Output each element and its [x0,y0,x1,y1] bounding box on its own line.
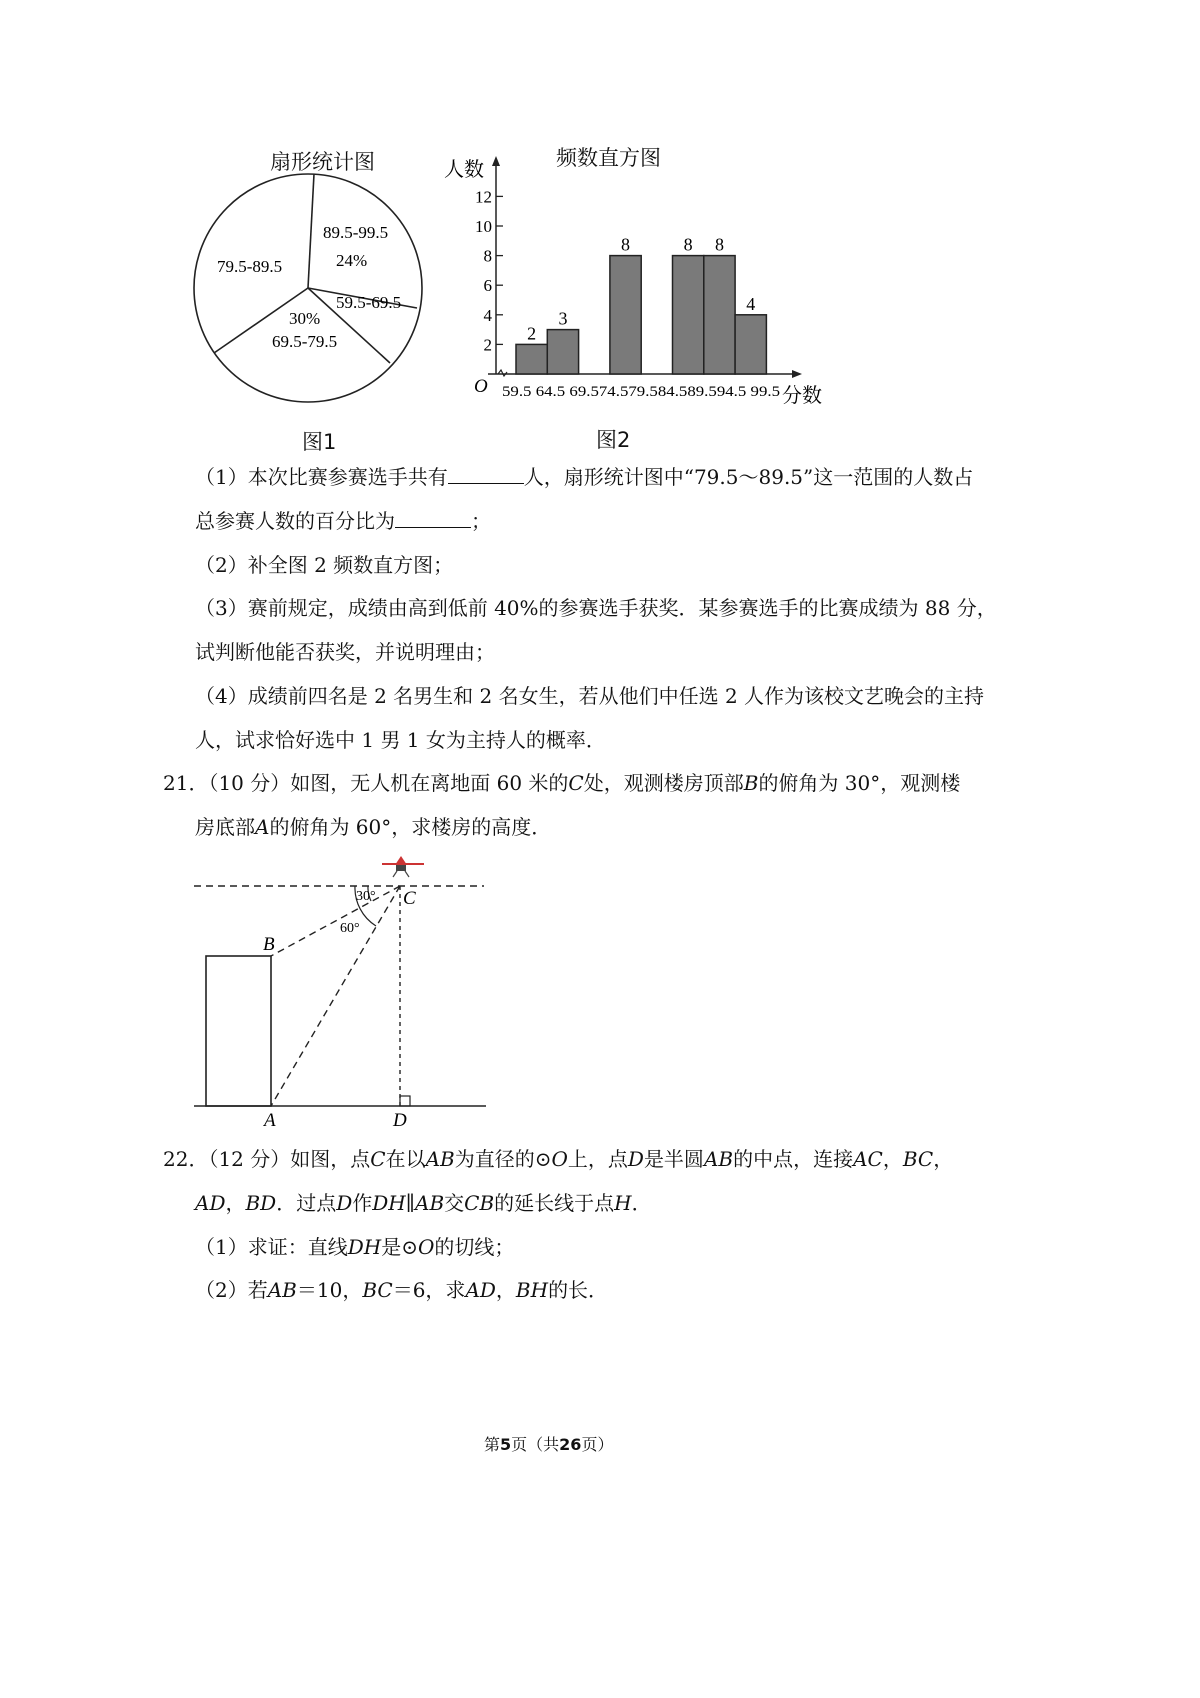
pie-label-59-range: 59.5-69.5 [336,293,402,312]
histogram-chart [436,150,836,412]
q22-part2: （2）若AB＝10，BC＝6，求AD，BH的长． [195,1278,609,1302]
histogram-bar [704,256,735,374]
histogram-bar-label: 3 [558,308,568,329]
histogram-bar-label: 8 [621,234,631,255]
pie-chart-title: 扇形统计图 [270,150,375,174]
q20-part1-line1 [195,463,973,491]
angle-label-30: 30° [356,889,376,904]
q21-line1: 21．（10 分）如图，无人机在离地面 60 米的C处，观测楼房顶部B的俯角为 30°，观测楼 [163,771,961,795]
figure2-caption: 图2 [596,428,631,452]
q20-part2: （2）补全图 2 频数直方图； [195,553,454,577]
point-a-label: A [264,1110,276,1131]
answer-blank-count[interactable] [448,463,524,484]
histogram-xlabel: 分数 [782,385,822,407]
histogram-x-tick-row: 59.5 64.5 69.574.579.584.589.594.5 99.5 [502,384,780,400]
axis-break [498,370,507,376]
q20-part4-line1: （4）成绩前四名是 2 名男生和 2 名女生，若从他们中任选 2 人作为该校文艺晚会的主持 [195,684,985,708]
y-tick-label: 2 [483,335,492,355]
q20-part1-line2 [195,507,491,535]
y-tick-label: 12 [475,187,492,207]
line-ca [271,886,400,1106]
building [206,956,271,1106]
pie-label-89-pct: 24% [336,251,368,270]
histogram-bar [735,315,766,374]
y-tick-label: 10 [475,217,492,236]
q20-part3-line1: （3）赛前规定，成绩由高到低前 40%的参赛选手获奖．某参赛选手的比赛成绩为 88 分， [195,596,997,620]
histogram-bar-label: 8 [683,234,693,255]
histogram-bar-label: 2 [527,323,537,344]
q20-p1-text-d: ； [471,509,491,533]
q22-line1: 22．（12 分）如图，点C在以AB为直径的⊙O上，点D是半圆AB的中点，连接AC，BC， [163,1147,954,1171]
total-page-number: 26 [559,1435,582,1454]
y-tick-label: 4 [483,305,492,325]
pie-divider-top [308,174,314,288]
y-tick-label: 6 [483,276,492,296]
histogram-ylabel: 人数 [444,159,484,181]
origin-label: O [474,376,488,397]
pie-chart [190,170,440,420]
histogram-bar [547,330,578,374]
point-c-label: C [403,888,416,909]
q22-part1: （1）求证：直线DH是⊙O的切线； [195,1235,515,1259]
angle-label-60: 60° [340,921,360,936]
histogram-bar-label: 4 [746,293,756,314]
y-axis-arrow [492,156,500,166]
line-cb [271,886,400,956]
q20-p1-text-a: （1）本次比赛参赛选手共有 [195,465,448,489]
drone-icon [382,856,424,877]
q20-p1-text-c: 总参赛人数的百分比为 [195,509,395,533]
histogram-bar [673,256,704,374]
q20-part4-line2: 人，试求恰好选中 1 男 1 女为主持人的概率． [195,728,606,752]
histogram-title: 频数直方图 [556,146,661,170]
histogram-bar [516,344,547,374]
q20-part3-line2: 试判断他能否获奖，并说明理由； [195,640,495,664]
q20-p1-text-b: 人，扇形统计图中“79.5～89.5”这一范围的人数占 [523,465,974,489]
pie-label-69-range: 69.5-79.5 [272,332,338,351]
pie-label-79-range: 79.5-89.5 [217,257,283,276]
page-footer: 第5页（共26页） [484,1435,614,1454]
x-axis-arrow [792,370,802,378]
answer-blank-percent[interactable] [395,507,471,528]
q21-line2: 房底部A的俯角为 60°，求楼房的高度． [195,815,552,839]
histogram-bar-label: 8 [714,234,724,255]
q21-diagram [188,852,498,1132]
current-page-number: 5 [500,1435,512,1454]
right-angle-mark [400,1096,410,1106]
point-b-label: B [263,934,275,955]
point-d-label: D [393,1110,407,1131]
pie-label-89-range: 89.5-99.5 [323,223,389,242]
histogram-bar [610,256,641,374]
y-tick-label: 8 [483,246,492,266]
figure1-caption: 图1 [302,430,337,454]
q22-line2: AD，BD．过点D作DH∥AB交CB的延长线于点H． [195,1191,652,1215]
pie-label-69-pct: 30% [289,309,321,328]
